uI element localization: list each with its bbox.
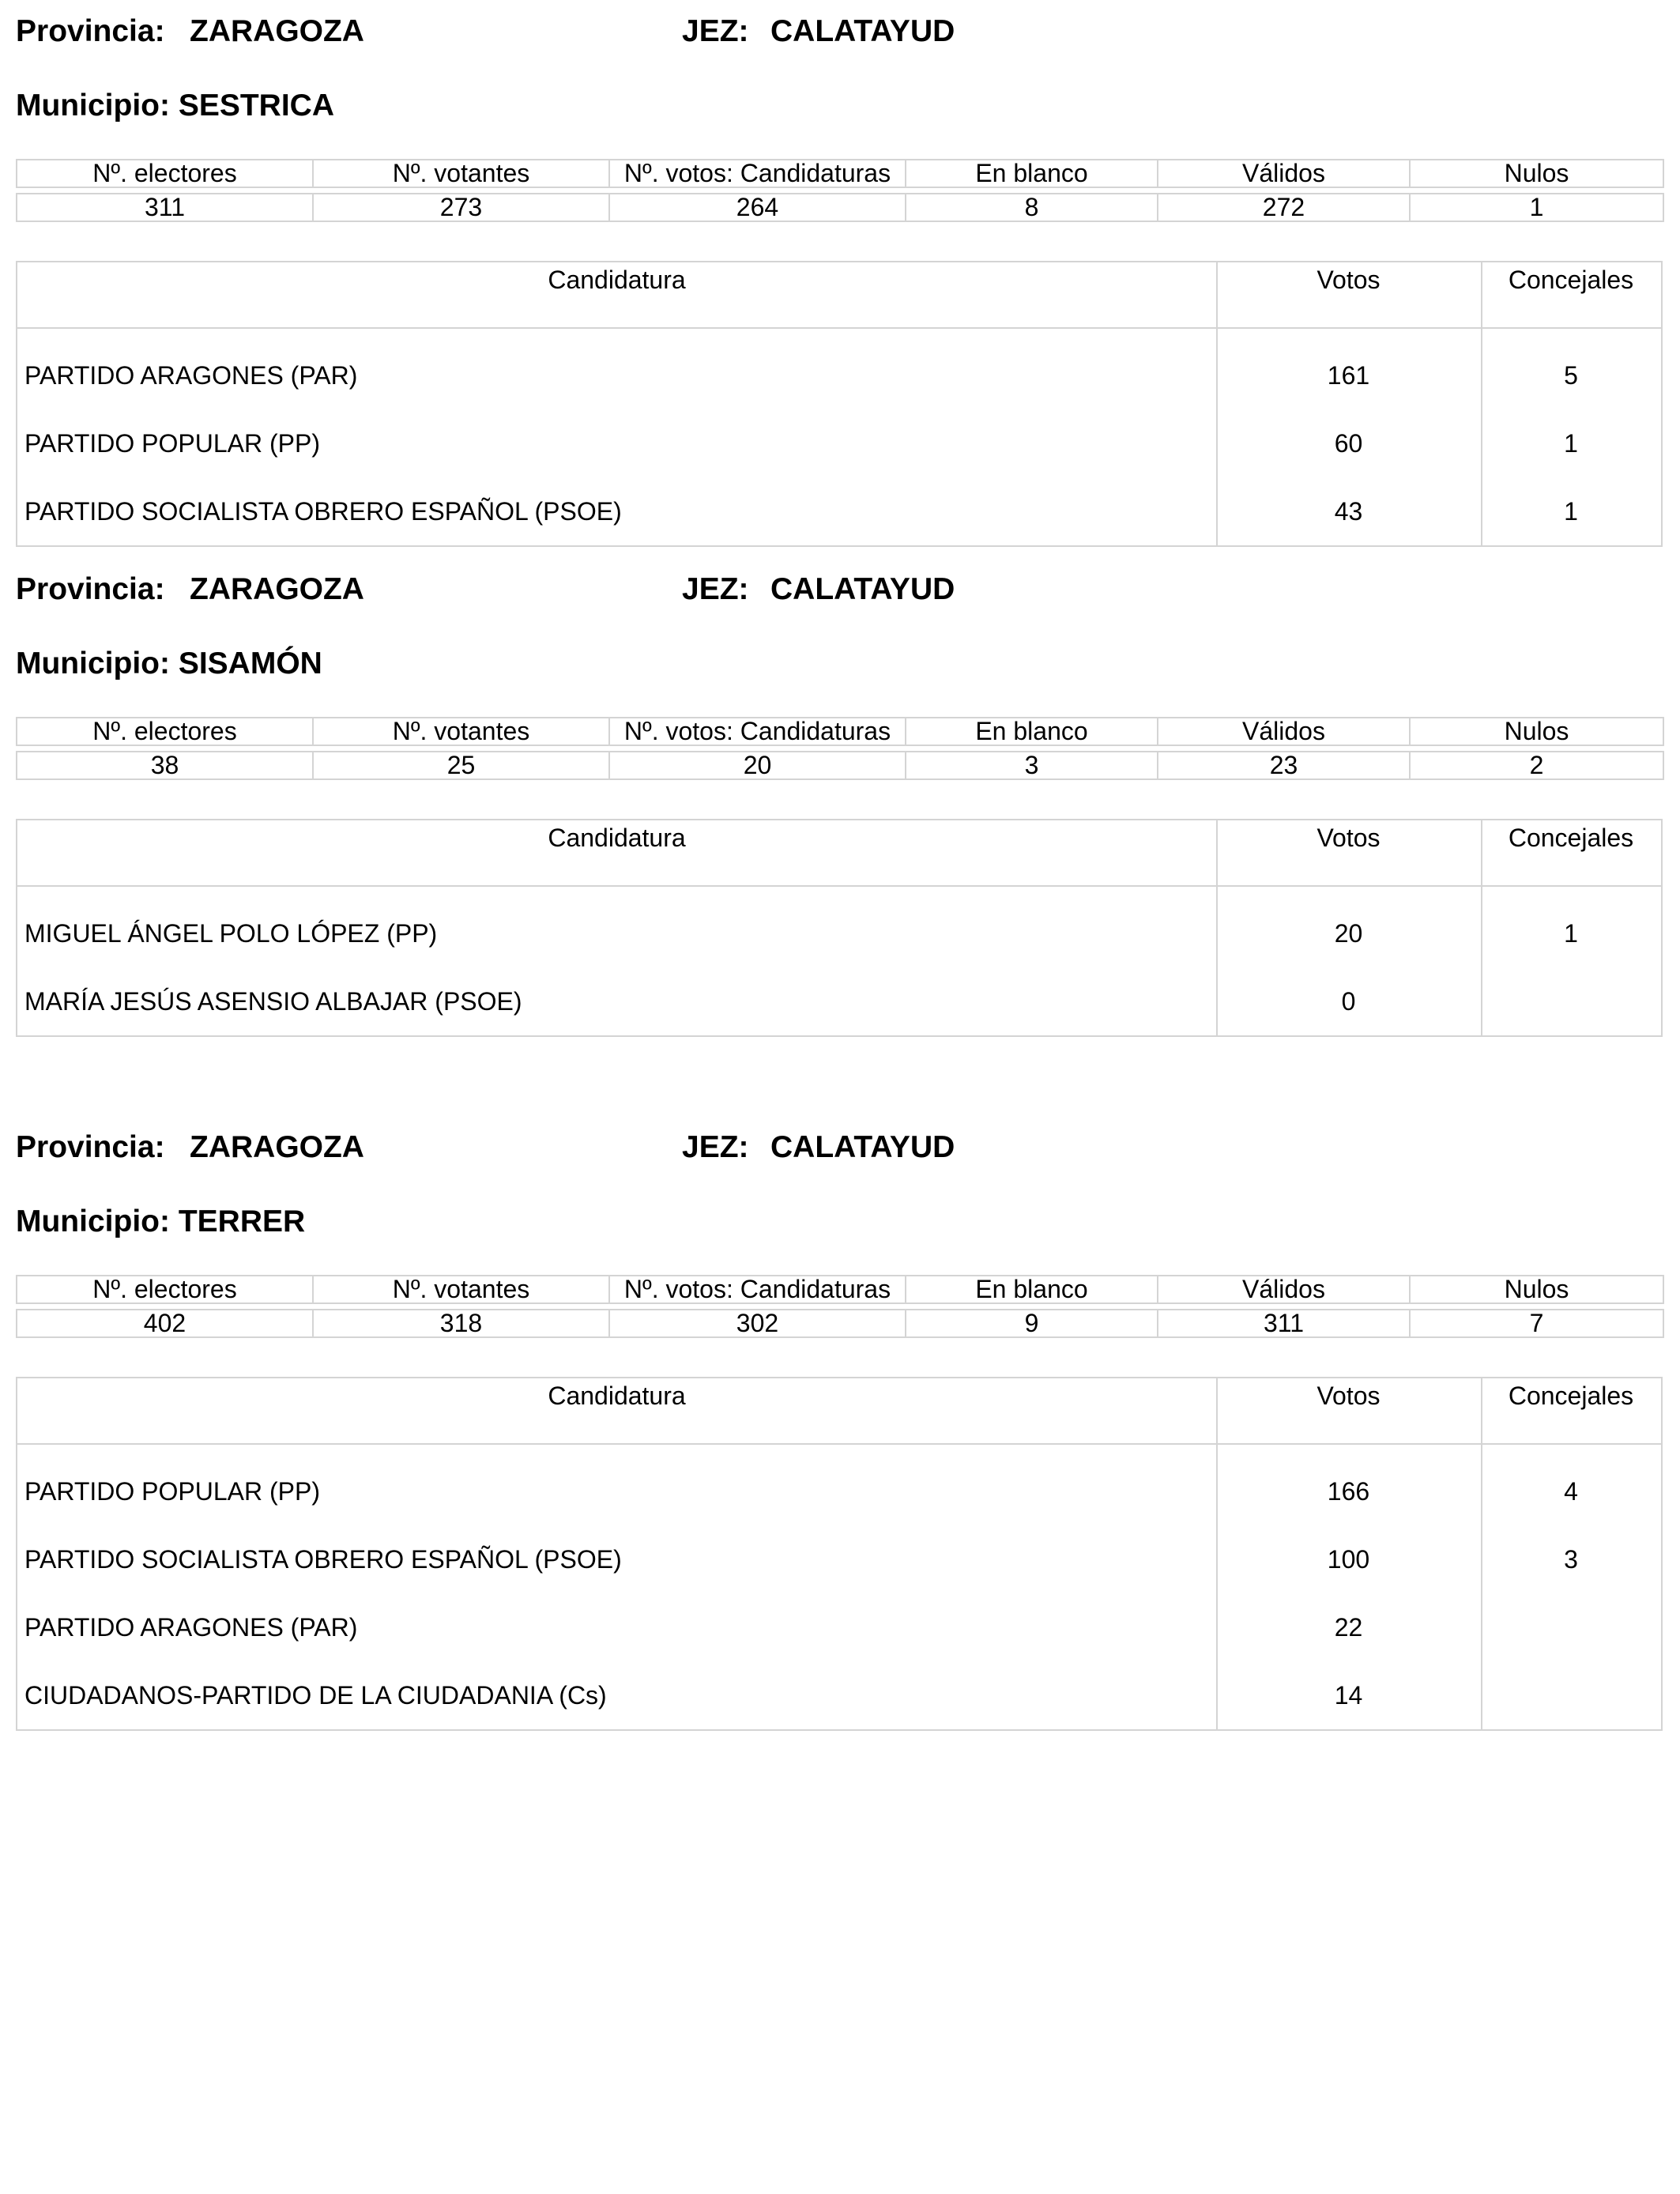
results-row xyxy=(17,1525,1661,1593)
results-table xyxy=(16,261,1663,547)
jez-label: JEZ: xyxy=(682,572,749,606)
stats-value-cell: 8 xyxy=(906,194,1158,221)
results-row xyxy=(17,1661,1661,1729)
provincia-value: ZARAGOZA xyxy=(190,14,364,48)
header-line xyxy=(16,572,1663,615)
stats-value-cell: 311 xyxy=(17,194,313,221)
stats-value-cell: 402 xyxy=(17,1310,313,1337)
stats-value-cell: 272 xyxy=(1158,194,1410,221)
jez-label: JEZ: xyxy=(682,14,749,48)
stats-value-cell: 3 xyxy=(906,752,1158,779)
candidatura-cell: PARTIDO ARAGONES (PAR) xyxy=(24,361,358,390)
candidatura-cell: PARTIDO SOCIALISTA OBRERO ESPAÑOL (PSOE) xyxy=(24,497,622,526)
stats-header-cell: Nº. votantes xyxy=(313,160,609,187)
concejales-cell: 5 xyxy=(1564,361,1578,390)
header-line xyxy=(16,1130,1663,1173)
jez-label: JEZ: xyxy=(682,1130,749,1164)
results-row xyxy=(17,967,1661,1035)
provincia-value: ZARAGOZA xyxy=(190,1130,364,1164)
votos-cell: 0 xyxy=(1341,987,1356,1016)
stats-value-row xyxy=(17,1310,1663,1337)
stats-header-cell: Nº. votos: Candidaturas xyxy=(609,1276,906,1303)
municipio-label: Municipio: xyxy=(16,1204,170,1238)
results-header-row xyxy=(17,262,1661,329)
stats-value-cell: 38 xyxy=(17,752,313,779)
stats-header-cell: En blanco xyxy=(906,1276,1158,1303)
stats-header-cell: Nulos xyxy=(1410,160,1663,187)
candidatura-cell: PARTIDO ARAGONES (PAR) xyxy=(24,1613,358,1642)
stats-header-cell: Nº. electores xyxy=(17,718,313,745)
stats-value-row xyxy=(17,752,1663,779)
stats-header-row xyxy=(17,1276,1663,1303)
stats-value-row xyxy=(17,194,1663,221)
stats-header-cell: Válidos xyxy=(1158,160,1410,187)
municipio-label: Municipio: xyxy=(16,89,170,123)
jez-value: CALATAYUD xyxy=(770,14,955,48)
municipio-value: SISAMÓN xyxy=(178,647,322,680)
results-row xyxy=(17,1457,1661,1525)
concejales-cell: 1 xyxy=(1564,919,1578,948)
votos-header: Votos xyxy=(1317,266,1381,294)
jez-value: CALATAYUD xyxy=(770,572,955,606)
stats-header-cell: Nº. electores xyxy=(17,160,313,187)
municipio-value: TERRER xyxy=(178,1204,306,1238)
candidatura-cell: MARÍA JESÚS ASENSIO ALBAJAR (PSOE) xyxy=(24,987,522,1016)
stats-value-cell: 2 xyxy=(1410,752,1663,779)
votos-cell: 14 xyxy=(1334,1681,1363,1710)
votos-cell: 166 xyxy=(1327,1477,1370,1506)
provincia-label: Provincia: xyxy=(16,1130,165,1164)
results-header-row xyxy=(17,1378,1661,1445)
stats-header-cell: Nulos xyxy=(1410,718,1663,745)
votos-header: Votos xyxy=(1317,824,1381,852)
votos-cell: 161 xyxy=(1327,361,1370,390)
candidatura-cell: MIGUEL ÁNGEL POLO LÓPEZ (PP) xyxy=(24,919,438,948)
stats-value-cell: 302 xyxy=(609,1310,906,1337)
stats-value-cell: 20 xyxy=(609,752,906,779)
candidatura-header: Candidatura xyxy=(548,266,686,294)
concejales-cell: 4 xyxy=(1564,1477,1578,1506)
stats-value-cell: 311 xyxy=(1158,1310,1410,1337)
stats-value-cell: 9 xyxy=(906,1310,1158,1337)
provincia-label: Provincia: xyxy=(16,572,165,606)
stats-value-cell: 7 xyxy=(1410,1310,1663,1337)
candidatura-cell: PARTIDO POPULAR (PP) xyxy=(24,1477,320,1506)
results-table xyxy=(16,1377,1663,1731)
stats-header-cell: Válidos xyxy=(1158,718,1410,745)
stats-value-cell: 1 xyxy=(1410,194,1663,221)
stats-table xyxy=(16,1275,1664,1338)
jez-value: CALATAYUD xyxy=(770,1130,955,1164)
results-table xyxy=(16,819,1663,1037)
results-row xyxy=(17,1593,1661,1661)
stats-value-cell: 23 xyxy=(1158,752,1410,779)
stats-header-row xyxy=(17,160,1663,187)
votos-cell: 60 xyxy=(1334,429,1363,458)
provincia-value: ZARAGOZA xyxy=(190,572,364,606)
candidatura-cell: PARTIDO SOCIALISTA OBRERO ESPAÑOL (PSOE) xyxy=(24,1545,622,1574)
stats-header-cell: Nº. electores xyxy=(17,1276,313,1303)
stats-header-cell: Nº. votos: Candidaturas xyxy=(609,718,906,745)
results-row xyxy=(17,341,1661,409)
stats-header-cell: Nº. votos: Candidaturas xyxy=(609,160,906,187)
stats-header-cell: Nº. votantes xyxy=(313,718,609,745)
concejales-header: Concejales xyxy=(1508,266,1634,294)
concejales-header: Concejales xyxy=(1508,824,1634,852)
concejales-cell: 3 xyxy=(1564,1545,1578,1574)
municipio-title xyxy=(16,89,334,131)
stats-value-cell: 25 xyxy=(313,752,609,779)
results-row xyxy=(17,477,1661,545)
votos-cell: 43 xyxy=(1334,497,1363,526)
stats-header-cell: Válidos xyxy=(1158,1276,1410,1303)
results-row xyxy=(17,409,1661,477)
candidatura-cell: CIUDADANOS-PARTIDO DE LA CIUDADANIA (Cs) xyxy=(24,1681,607,1710)
stats-value-cell: 264 xyxy=(609,194,906,221)
concejales-cell: 1 xyxy=(1564,429,1578,458)
votos-cell: 22 xyxy=(1334,1613,1363,1642)
stats-value-cell: 273 xyxy=(313,194,609,221)
votos-cell: 100 xyxy=(1327,1545,1370,1574)
results-header-row xyxy=(17,820,1661,887)
concejales-cell: 1 xyxy=(1564,497,1578,526)
stats-table xyxy=(16,717,1664,780)
candidatura-cell: PARTIDO POPULAR (PP) xyxy=(24,429,320,458)
candidatura-header: Candidatura xyxy=(548,824,686,852)
municipio-title xyxy=(16,647,322,689)
provincia-label: Provincia: xyxy=(16,14,165,48)
stats-table xyxy=(16,159,1664,222)
candidatura-header: Candidatura xyxy=(548,1382,686,1410)
municipio-label: Municipio: xyxy=(16,647,170,680)
stats-header-cell: En blanco xyxy=(906,718,1158,745)
concejales-header: Concejales xyxy=(1508,1382,1634,1410)
stats-value-cell: 318 xyxy=(313,1310,609,1337)
stats-header-row xyxy=(17,718,1663,745)
municipio-title xyxy=(16,1204,305,1247)
stats-header-cell: Nulos xyxy=(1410,1276,1663,1303)
results-row xyxy=(17,899,1661,967)
municipio-value: SESTRICA xyxy=(178,89,335,123)
stats-header-cell: Nº. votantes xyxy=(313,1276,609,1303)
header-line xyxy=(16,14,1663,57)
stats-header-cell: En blanco xyxy=(906,160,1158,187)
votos-header: Votos xyxy=(1317,1382,1381,1410)
votos-cell: 20 xyxy=(1334,919,1363,948)
